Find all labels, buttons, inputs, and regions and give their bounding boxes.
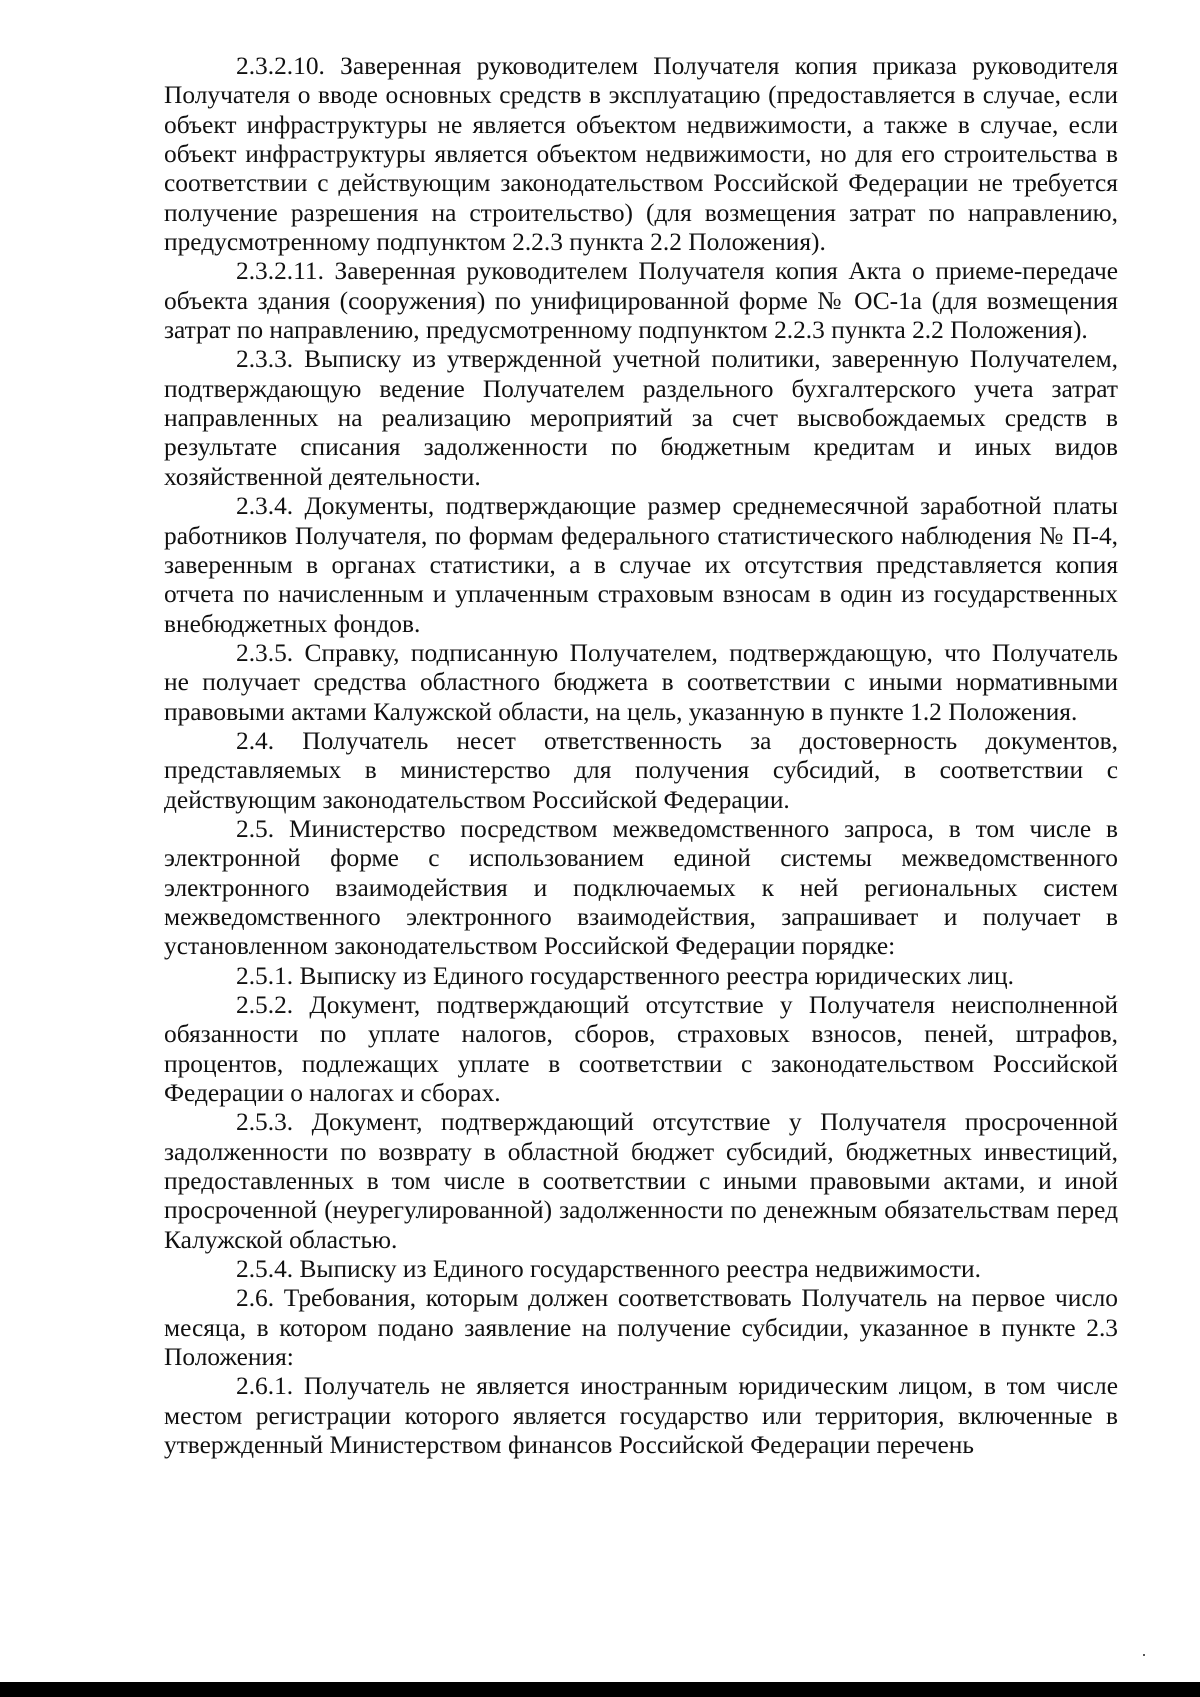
paragraph-2-4: 2.4. Получатель несет ответственность за достоверность документов, представляемых в министерство для получения субсидий, в соответствии с действующим законодательством Российской Федерации. [164,726,1118,814]
paragraph-2-6-1: 2.6.1. Получатель не является иностранным юридическим лицом, в том числе местом регистрации которого является государство или территория, включенные в утвержденный Министерством финансов Российской Федерации перечень [164,1372,1118,1460]
document-body [164,52,1118,1461]
scan-speck [1143,1654,1145,1656]
paragraph-2-5: 2.5. Министерство посредством межведомственного запроса, в том числе в электронной форме с использованием единой системы межведомственного электронного взаимодействия и подключаемых к ней региональных систем межведомственного электронного взаимодействия, запрашивает и получает в установленном законодательством Российской Федерации порядке: [164,814,1118,961]
paragraph-2-3-2-11: 2.3.2.11. Заверенная руководителем Получателя копия Акта о приеме-передаче объекта здания (сооружения) по унифицированной форме № ОС-1а (для возмещения затрат по направлению, предусмотренному подпунктом 2.2.3 пункта 2.2 Положения). [164,257,1118,345]
scan-bottom-border [0,1682,1200,1697]
paragraph-2-6: 2.6. Требования, которым должен соответствовать Получатель на первое число месяца, в котором подано заявление на получение субсидии, указанное в пункте 2.3 Положения: [164,1284,1118,1372]
paragraph-2-3-5: 2.3.5. Справку, подписанную Получателем, подтверждающую, что Получатель не получает средства областного бюджета в соответствии с иными нормативными правовыми актами Калужской области, на цель, указанную в пункте 1.2 Положения. [164,638,1118,726]
paragraph-2-3-3: 2.3.3. Выписку из утвержденной учетной политики, заверенную Получателем, подтверждающую ведение Получателем раздельного бухгалтерского учета затрат направленных на реализацию мероприятий за счет высвобождаемых средств в результате списания задолженности по бюджетным кредитам и иных видов хозяйственной деятельности. [164,345,1118,491]
paragraph-2-5-3: 2.5.3. Документ, подтверждающий отсутствие у Получателя просроченной задолженности по возврату в областной бюджет субсидий, бюджетных инвестиций, предоставленных в том числе в соответствии с иными правовыми актами, и иной просроченной (неурегулированной) задолженности по денежным обязательствам перед Калужской областью. [164,1108,1118,1254]
paragraph-2-3-2-10: 2.3.2.10. Заверенная руководителем Получателя копия приказа руководителя Получателя о вводе основных средств в эксплуатацию (предоставляется в случае, если объект инфраструктуры не является объектом недвижимости, а также в случае, если объект инфраструктуры является объектом недвижимости, но для его строительства в соответствии с действующим законодательством Российской Федерации не требуется получение разрешения на строительство) (для возмещения затрат по направлению, предусмотренному подпунктом 2.2.3 пункта 2.2 Положения). [164,52,1118,257]
paragraph-2-5-1: 2.5.1. Выписку из Единого государственного реестра юридических лиц. [236,961,1014,990]
paragraph-2-3-4: 2.3.4. Документы, подтверждающие размер среднемесячной заработной платы работников Получателя, по формам федерального статистического наблюдения № П-4, заверенным в органах статистики, а в случае их отсутствия представляется копия отчета по начисленным и уплаченным страховым взносам в один из государственных внебюджетных фондов. [164,492,1118,638]
paragraph-2-5-4: 2.5.4. Выписку из Единого государственного реестра недвижимости. [236,1255,981,1284]
paragraph-2-5-2: 2.5.2. Документ, подтверждающий отсутствие у Получателя неисполненной обязанности по уплате налогов, сборов, страховых взносов, пеней, штрафов, процентов, подлежащих уплате в соответствии с законодательством Российской Федерации о налогах и сборах. [164,991,1118,1108]
